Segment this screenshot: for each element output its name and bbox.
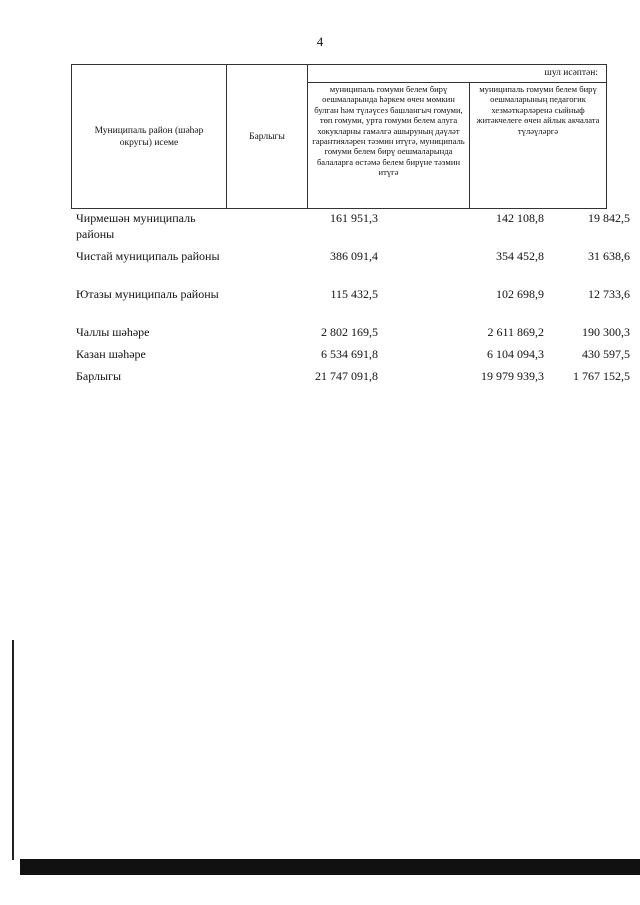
row-total: 115 432,5 <box>330 287 378 301</box>
row-col2: 190 300,3 <box>582 325 630 339</box>
row-col1: 142 108,8 <box>496 211 544 225</box>
scan-border <box>20 859 640 875</box>
header-col1: муниципаль гомуми белем бирү оешмаларында һәркем өчен мөмкин булган һәм түләүсез башлангыч гомуми, төп гомуми, урта гомуми белем алуга хокукларны гамәлгә ашыруның дәүләт гарантияләрен тәэмин итүгә, муниципаль гомуми белем бирү оешмаларында балаларга өстәмә белем бирүне тәэмин итүгә <box>307 82 470 209</box>
table-row-total <box>76 368 630 390</box>
table-row <box>76 210 630 248</box>
row-col2: 12 733,6 <box>588 287 630 301</box>
header-col2: муниципаль гомуми белем бирү оешмаларының педагогик хезмәткәрләренә сыйныф житәкчелеге өчен айлык акчалата түләүләргә <box>469 82 607 209</box>
row-total: 6 534 691,8 <box>321 347 378 361</box>
row-total: 2 802 169,5 <box>321 325 378 339</box>
table-body <box>76 210 630 390</box>
scan-edge <box>12 640 14 860</box>
header-municipality <box>71 64 227 209</box>
row-col2: 19 842,5 <box>588 211 630 225</box>
header-including: шул исәптән: <box>307 64 607 83</box>
row-name: Барлыгы <box>76 369 122 383</box>
table-row <box>76 286 630 324</box>
header-total <box>226 64 308 209</box>
row-col1: 6 104 094,3 <box>487 347 544 361</box>
header-municipality-label: Муниципаль район (шәһәр округы) исеме <box>94 125 204 148</box>
row-col1: 2 611 869,2 <box>487 325 544 339</box>
row-col1: 354 452,8 <box>496 249 544 263</box>
header-total-label: Барлыгы <box>249 131 285 142</box>
row-name: Чирмешән муниципаль районы <box>76 211 196 241</box>
page-number: 4 <box>316 34 324 49</box>
table-row <box>76 324 630 346</box>
row-col1: 102 698,9 <box>496 287 544 301</box>
row-col2: 31 638,6 <box>588 249 630 263</box>
row-name: Ютазы муниципаль районы <box>76 287 219 301</box>
table-row <box>76 346 630 368</box>
row-col1: 19 979 939,3 <box>481 369 544 383</box>
table-row <box>76 248 630 286</box>
row-total: 161 951,3 <box>330 211 378 225</box>
row-total: 21 747 091,8 <box>315 369 378 383</box>
row-col2: 430 597,5 <box>582 347 630 361</box>
row-col2: 1 767 152,5 <box>573 369 630 383</box>
row-name: Чаллы шәһәре <box>76 325 150 339</box>
row-name: Казан шәһәре <box>76 347 146 361</box>
row-name: Чистай муниципаль районы <box>76 249 220 263</box>
row-total: 386 091,4 <box>330 249 378 263</box>
